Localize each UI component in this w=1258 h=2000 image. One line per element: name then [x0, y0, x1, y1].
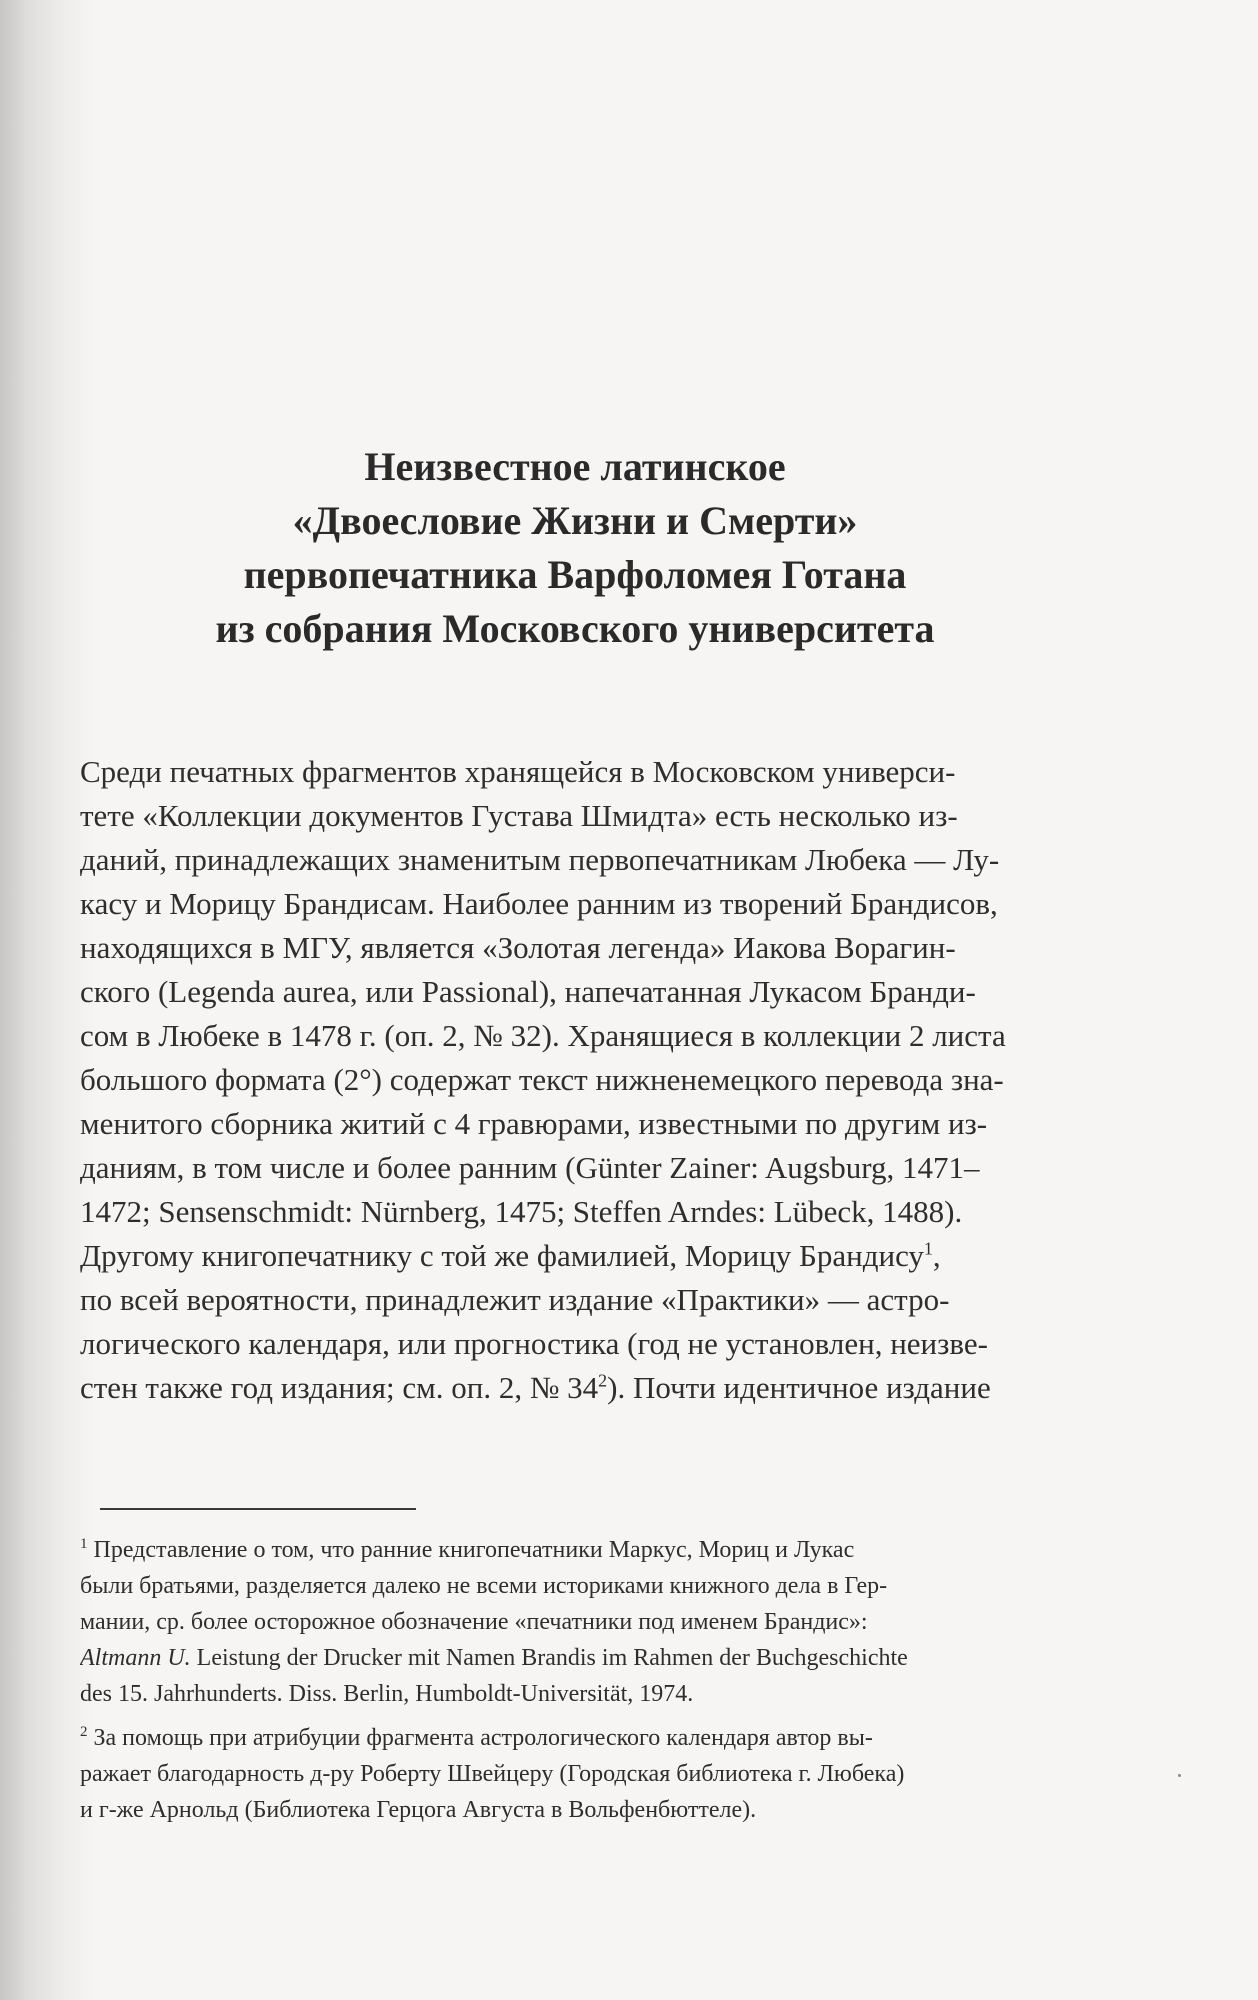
body-line: менитого сборника житий с 4 гравюрами, известными по другим из-: [80, 1106, 988, 1141]
body-line-with-footnote-2: [80, 1366, 1080, 1410]
footnote-number: 2: [80, 1724, 88, 1740]
body-line: даний, принадлежащих знаменитым первопечатникам Любека — Лу-: [80, 842, 1000, 877]
footnote-line: [80, 1720, 1080, 1756]
title-line-1: Неизвестное латинское: [364, 444, 786, 489]
body-line: касу и Морицу Брандисам. Наиболее ранним из творений Брандисов,: [80, 886, 998, 921]
footnote-number: 1: [80, 1536, 88, 1552]
body-line: по всей вероятности, принадлежит издание «Практики» — астро-: [80, 1282, 950, 1317]
body-line-text: ). Почти идентичное издание: [607, 1370, 991, 1405]
footnote-text: Представление о том, что ранние книгопечатники Маркус, Мориц и Лукас: [93, 1537, 855, 1563]
footnote-line: des 15. Jahrhunderts. Diss. Berlin, Humboldt-Universität, 1974.: [80, 1681, 694, 1707]
footnote-line: [80, 1532, 1080, 1568]
footnote-text: За помощь при атрибуции фрагмента астрологического календаря автор вы-: [93, 1725, 873, 1751]
footnote-line: [80, 1640, 1080, 1676]
body-line: даниям, в том числе и более ранним (Günter Zainer: Augsburg, 1471–: [80, 1150, 980, 1185]
footnote-author: Altmann U.: [80, 1645, 191, 1671]
footnote-line: мании, ср. более осторожное обозначение «печатники под именем Брандис»:: [80, 1609, 868, 1635]
body-line: тете «Коллекции документов Густава Шмидта» есть несколько из-: [80, 798, 958, 833]
footnote-2: [80, 1720, 1080, 1828]
body-line-text: Другому книгопечатнику с той же фамилией, Морицу Брандису: [80, 1238, 924, 1273]
body-line: большого формата (2°) содержат текст нижненемецкого перевода зна-: [80, 1062, 1004, 1097]
footnotes: [80, 1532, 1080, 1836]
body-line: 1472; Sensenschmidt: Nürnberg, 1475; Steffen Arndes: Lübeck, 1488).: [80, 1194, 963, 1229]
footnote-ref-1[interactable]: 1: [923, 1238, 933, 1259]
body-line: логического календаря, или прогностика (год не установлен, неизве-: [80, 1326, 988, 1361]
body-line: сом в Любеке в 1478 г. (оп. 2, № 32). Хранящиеся в коллекции 2 листа: [80, 1018, 1006, 1053]
body-line: находящихся в МГУ, является «Золотая легенда» Иакова Ворагин-: [80, 930, 956, 965]
title-line-2: «Двоесловие Жизни и Смерти»: [292, 498, 858, 543]
footnote-1: [80, 1532, 1080, 1712]
body-line-with-footnote-1: [80, 1234, 1080, 1278]
margin-dot: [1178, 1774, 1181, 1777]
footnote-text: Leistung der Drucker mit Namen Brandis im Rahmen der Buchgeschichte: [190, 1645, 908, 1671]
footnote-line: и г-же Арнольд (Библиотека Герцога Августа в Вольфенбюттеле).: [80, 1797, 757, 1823]
body-line: ского (Legenda aurea, или Passional), напечатанная Лукасом Бранди-: [80, 974, 976, 1009]
footnote-ref-2[interactable]: 2: [598, 1370, 608, 1391]
body-line-text: стен также год издания; см. оп. 2, № 34: [80, 1370, 599, 1405]
footnote-divider: [100, 1508, 416, 1510]
footnote-line: ражает благодарность д-ру Роберту Швейцеру (Городская библиотека г. Любека): [80, 1761, 905, 1787]
title-line-3: первопечатника Варфоломея Готана: [243, 552, 907, 597]
body-line: Среди печатных фрагментов хранящейся в Московском универси-: [80, 754, 956, 789]
title-line-4: из собрания Московского университета: [215, 606, 935, 651]
body-paragraph: [80, 750, 1080, 1410]
body-line-text: ,: [932, 1238, 941, 1273]
article-title: [150, 440, 1000, 656]
footnote-line: были братьями, разделяется далеко не всеми историками книжного дела в Гер-: [80, 1573, 888, 1599]
